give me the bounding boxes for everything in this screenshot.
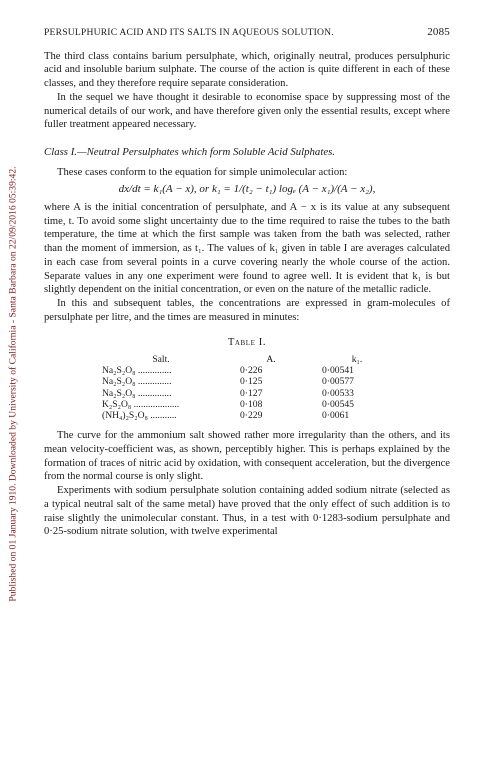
download-stamp-sidebar [0, 0, 26, 769]
cell-salt: K₂S₂O₈ ................... [102, 398, 180, 410]
journal-page [44, 26, 450, 539]
paragraph-economise-space: In the sequel we have thought it desirable to economise space by suppressing most of the numerical details of our work, and have therefore given only the essential results, except where fuller treatment appeared necessary. [44, 91, 450, 131]
paragraph-ammonium-curve: The curve for the ammonium salt showed rather more irregularity than the others, and its mean velocity-coefficient was, as shown, perceptibly higher. This is perhaps explained by the formation of traces of nitric acid by oxidation, with consequent acceleration, but the divergence from the normal course is only slight. [44, 430, 450, 483]
cell-concentration: 0·127 [240, 387, 263, 399]
cell-salt: Na₂S₂O₈ .............. [102, 387, 172, 399]
cell-salt: (NH₄)₂S₂O₈ ........... [102, 410, 177, 422]
section-heading-class-one: Class I.—Neutral Persulphates which form Soluble Acid Sulphates. [44, 145, 336, 158]
cell-concentration: 0·229 [240, 410, 263, 422]
table-row [92, 376, 402, 387]
data-table-one [92, 354, 402, 421]
cell-concentration: 0·226 [240, 365, 263, 377]
column-header-constant: k₁. [351, 354, 363, 366]
cell-constant: 0·00541 [322, 365, 354, 377]
column-header-concentration: A. [266, 354, 276, 366]
table-row [92, 365, 402, 376]
rate-equation: dx/dt = k₁(A − x), or k₁ = 1/(t₂ − t₁) logₑ (A − x₁)/(A − x₂), [118, 183, 376, 196]
paragraph-unimolecular-intro: These cases conform to the equation for simple unimolecular action: [57, 166, 348, 178]
table-row [92, 399, 402, 410]
cell-constant: 0·00577 [322, 376, 354, 388]
running-title: PERSULPHURIC ACID AND ITS SALTS IN AQUEOUS SOLUTION. [44, 27, 334, 38]
paragraph-third-class: The third class contains barium persulphate, which, originally neutral, produces persulphuric acid and insoluble barium sulphate. The course of the action is quite different in each of these classes, and they therefore require separate consideration. [44, 50, 450, 90]
table-title: Table I. [227, 337, 267, 349]
cell-salt: Na₂S₂O₈ .............. [102, 376, 172, 388]
cell-constant: 0·00545 [322, 398, 354, 410]
table-row [92, 388, 402, 399]
cell-concentration: 0·125 [240, 376, 263, 388]
paragraph-sodium-nitrate: Experiments with sodium persulphate solution containing added sodium nitrate (selected as a typical neutral salt of the same metal) have proved that the only effect of such addition is to raise slightly the unimolecular constant. Thus, in a test with 0·1283-sodium persulphate and 0·25-sodium nitrate solution, with twelve experimental [44, 485, 450, 538]
column-header-salt: Salt. [152, 354, 170, 366]
running-header [44, 26, 450, 40]
download-stamp-text: Published on 01 January 1910. Downloaded by University of California - Santa Barbara on 22/09/2016 05:39:42. [7, 166, 19, 602]
cell-salt: Na₂S₂O₈ .............. [102, 365, 172, 377]
paragraph-equation-explanation: where A is the initial concentration of persulphate, and A − x is its value at any subsequent time, t. To avoid some slight uncertainty due to the time required to raise the tubes to the bath temperature, the time at which the first sample was taken from the bath was selected, rather than the moment of immersion, as t₁. The values of k₁ given in table I are averages calculated in each case from several points in a curve covering nearly the whole course of the action. Separate values in any one experiment were found to agree well. It is evident that k₁ is but slightly dependent on the initial concentration, or even on the nature of the metallic radicle. [44, 202, 450, 296]
page-number: 2085 [427, 26, 450, 38]
table-row [92, 410, 402, 421]
paragraph-units-note: In this and subsequent tables, the concentrations are expressed in gram-molecules of persulphate per litre, and the times are measured in minutes: [44, 297, 450, 323]
cell-concentration: 0·108 [240, 398, 263, 410]
cell-constant: 0·0061 [322, 410, 350, 422]
cell-constant: 0·00533 [322, 387, 354, 399]
table-header-row [92, 354, 402, 365]
